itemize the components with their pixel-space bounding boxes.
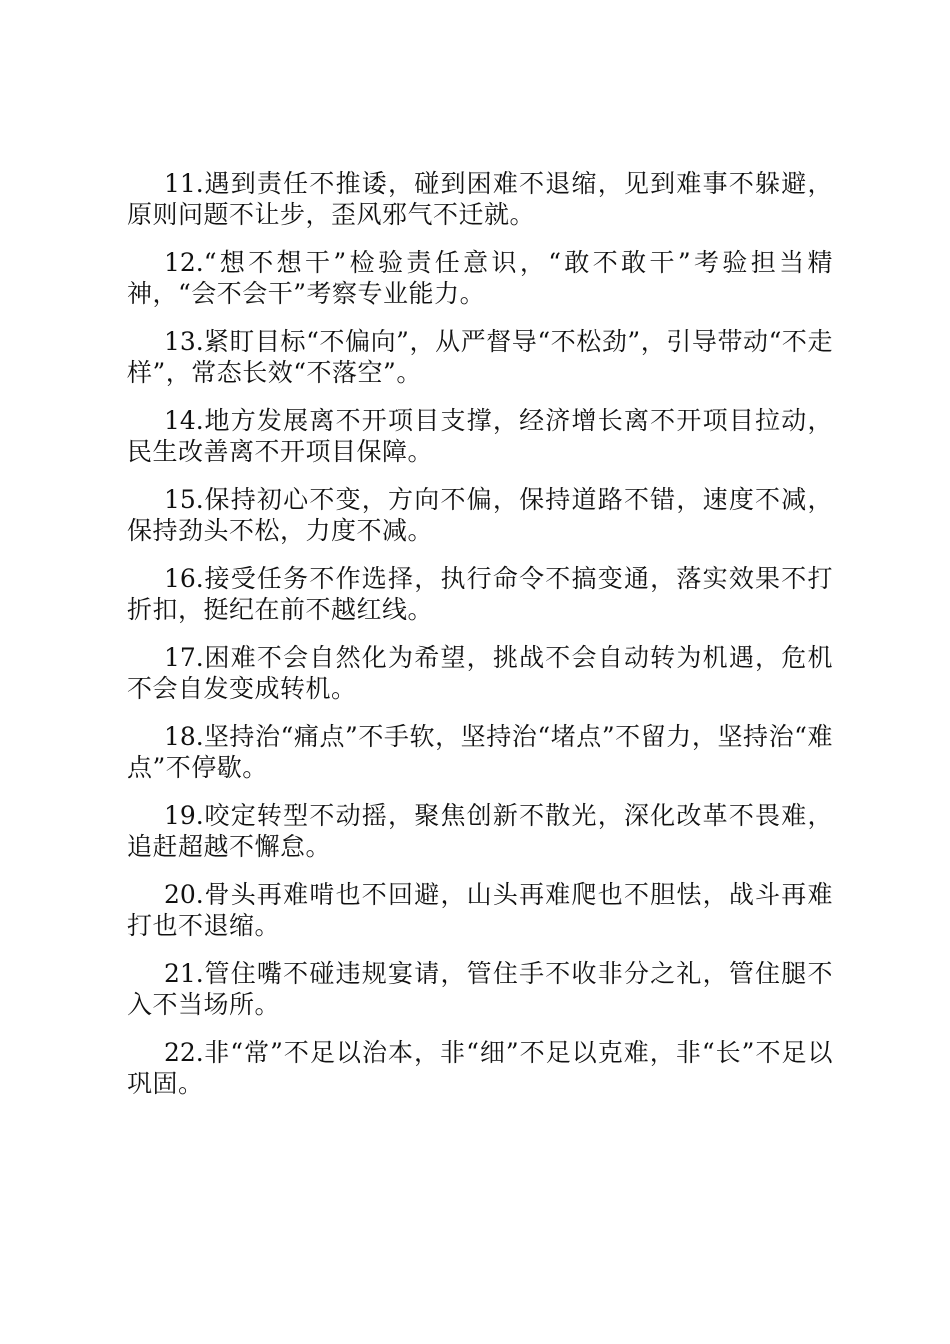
paragraph-17 <box>127 642 833 704</box>
paragraph-text: 管住嘴不碰违规宴请，管住手不收非分之礼，管住腿不入不当场所。 <box>127 959 833 1019</box>
paragraph-number: 12. <box>164 248 204 277</box>
paragraph-19 <box>127 800 833 862</box>
paragraph-22 <box>127 1037 833 1099</box>
paragraph-number: 11. <box>164 169 204 198</box>
paragraph-text: 保持初心不变，方向不偏，保持道路不错，速度不减，保持劲头不松，力度不减。 <box>127 485 833 545</box>
paragraph-text: 紧盯目标“不偏向”，从严督导“不松劲”，引导带动“不走样”，常态长效“不落空”。 <box>127 327 833 387</box>
paragraph-number: 17. <box>164 643 204 672</box>
paragraph-12 <box>127 247 833 309</box>
paragraph-15 <box>127 484 833 546</box>
paragraph-number: 16. <box>164 564 204 593</box>
paragraph-13 <box>127 326 833 388</box>
paragraph-18 <box>127 721 833 783</box>
paragraph-number: 14. <box>164 406 204 435</box>
paragraph-text: 困难不会自然化为希望，挑战不会自动转为机遇，危机不会自发变成转机。 <box>127 643 833 703</box>
paragraph-number: 22. <box>164 1038 204 1067</box>
paragraph-text: 遇到责任不推诿，碰到困难不退缩，见到难事不躲避，原则问题不让步，歪风邪气不迁就。 <box>127 169 833 229</box>
paragraph-number: 15. <box>164 485 204 514</box>
paragraph-text: “想不想干”检验责任意识，“敢不敢干”考验担当精神，“会不会干”考察专业能力。 <box>127 248 833 308</box>
paragraph-text: 坚持治“痛点”不手软，坚持治“堵点”不留力，坚持治“难点”不停歇。 <box>127 722 833 782</box>
paragraph-number: 13. <box>164 327 204 356</box>
paragraph-text: 咬定转型不动摇，聚焦创新不散光，深化改革不畏难，追赶超越不懈怠。 <box>127 801 833 861</box>
document-body <box>127 168 833 1116</box>
paragraph-20 <box>127 879 833 941</box>
paragraph-text: 接受任务不作选择，执行命令不搞变通，落实效果不打折扣，挺纪在前不越红线。 <box>127 564 833 624</box>
paragraph-number: 19. <box>164 801 204 830</box>
paragraph-16 <box>127 563 833 625</box>
paragraph-number: 20. <box>164 880 204 909</box>
paragraph-text: 非“常”不足以治本，非“细”不足以克难，非“长”不足以巩固。 <box>127 1038 833 1098</box>
paragraph-number: 21. <box>164 959 204 988</box>
paragraph-number: 18. <box>164 722 204 751</box>
paragraph-11 <box>127 168 833 230</box>
paragraph-14 <box>127 405 833 467</box>
paragraph-21 <box>127 958 833 1020</box>
paragraph-text: 地方发展离不开项目支撑，经济增长离不开项目拉动，民生改善离不开项目保障。 <box>127 406 833 466</box>
paragraph-text: 骨头再难啃也不回避，山头再难爬也不胆怯，战斗再难打也不退缩。 <box>127 880 833 940</box>
